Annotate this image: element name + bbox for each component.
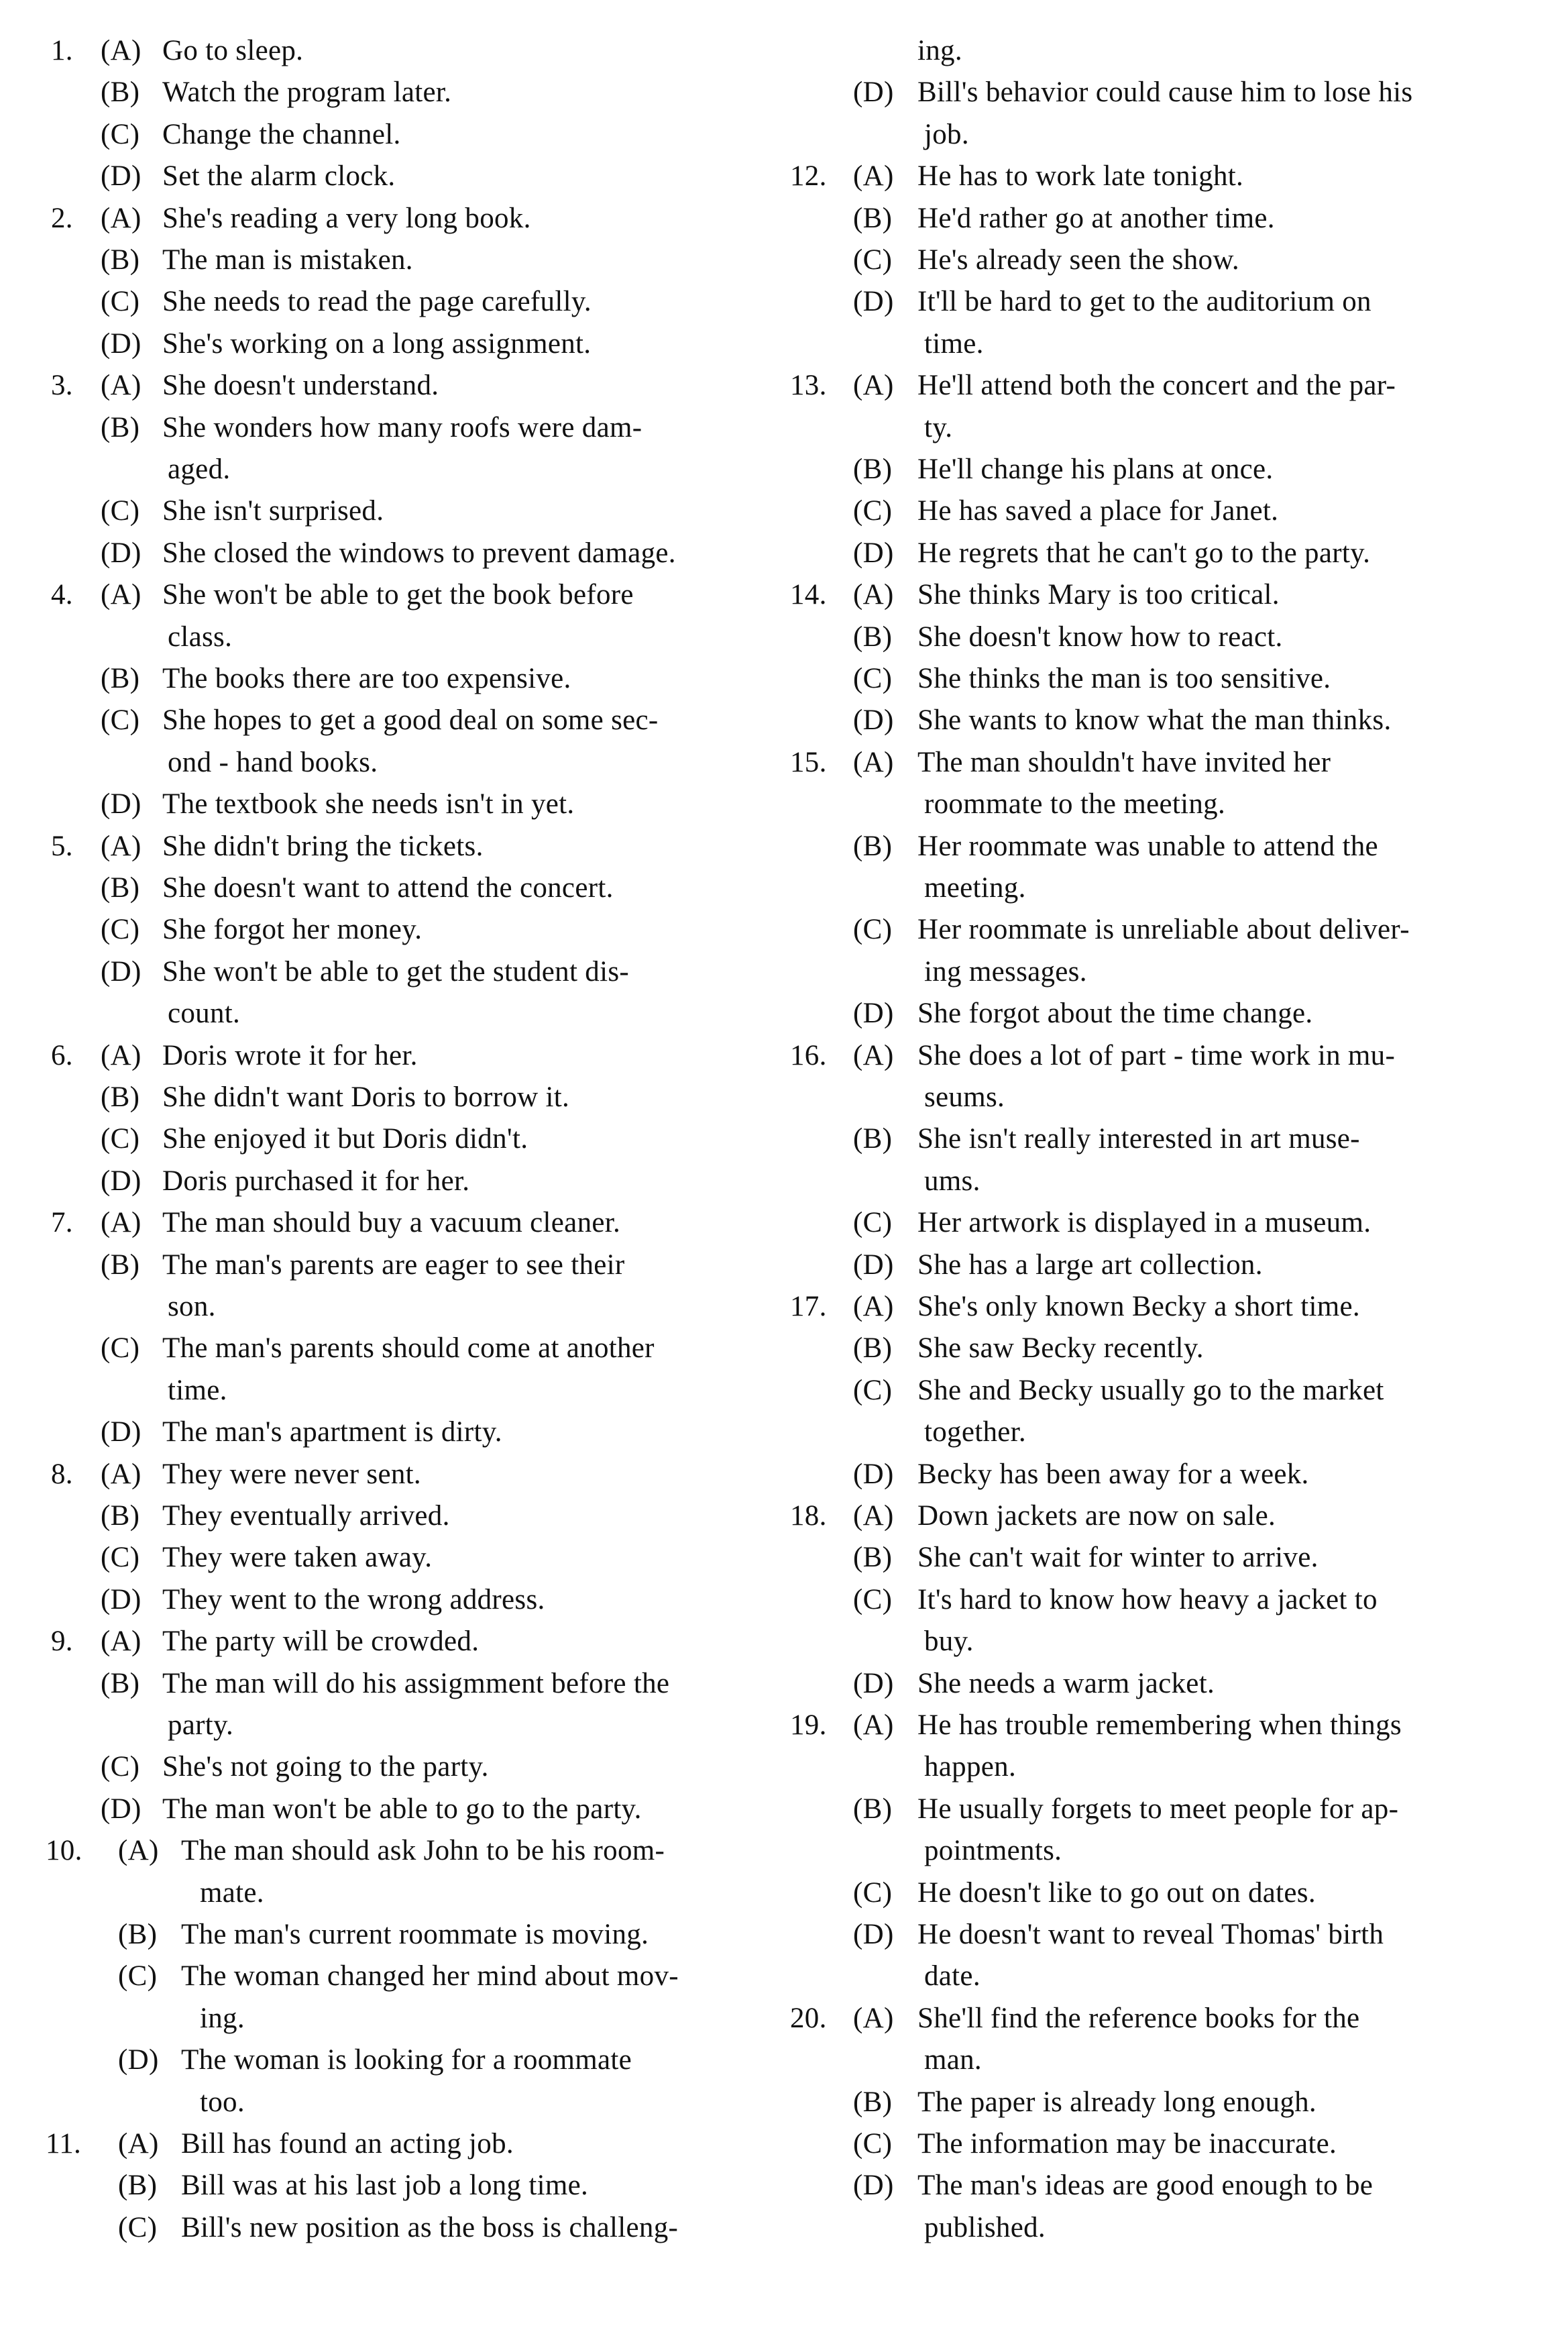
option-text: He's already seen the show. xyxy=(917,244,1239,276)
option-text: The man shouldn't have invited her xyxy=(917,746,1331,778)
question-number: 8. xyxy=(51,1458,73,1490)
option-text: The party will be crowded. xyxy=(162,1626,480,1658)
option-label: (C) xyxy=(853,2128,893,2160)
question-number: 3. xyxy=(51,370,73,402)
option-label: (C) xyxy=(101,495,140,527)
option-text-cont: son. xyxy=(168,1291,216,1322)
option-label: (C) xyxy=(101,1542,140,1574)
option-text: The man's parents should come at another xyxy=(162,1332,655,1365)
option-label: (C) xyxy=(853,1374,893,1406)
option-label: (C) xyxy=(101,704,140,737)
option-text-cont: date. xyxy=(924,1960,981,1992)
question-number: 11. xyxy=(46,2128,82,2160)
option-label: (A) xyxy=(101,202,142,234)
option-label: (C) xyxy=(853,1876,893,1909)
option-label: (B) xyxy=(118,2170,158,2202)
option-text: Bill has found an acting job. xyxy=(181,2128,514,2160)
option-text: He usually forgets to meet people for ap- xyxy=(917,1793,1399,1825)
option-text: He doesn't like to go out on dates. xyxy=(917,1876,1316,1909)
option-label: (A) xyxy=(853,370,894,402)
question-number: 18. xyxy=(790,1500,827,1532)
option-label: (A) xyxy=(101,1626,142,1658)
option-label: (A) xyxy=(853,1291,894,1322)
option-text: The paper is already long enough. xyxy=(917,2086,1317,2118)
option-text: She saw Becky recently. xyxy=(917,1332,1204,1365)
option-label: (B) xyxy=(853,202,893,234)
option-text: She needs a warm jacket. xyxy=(917,1667,1215,1699)
option-text-cont: job. xyxy=(924,118,969,150)
option-label: (A) xyxy=(101,1458,142,1490)
option-label: (D) xyxy=(101,537,142,569)
option-label: (A) xyxy=(853,1039,894,1071)
option-label: (A) xyxy=(853,2002,894,2034)
option-text: Set the alarm clock. xyxy=(162,160,396,193)
option-text-cont: published. xyxy=(924,2211,1046,2243)
question-number: 17. xyxy=(790,1291,827,1322)
option-label: (D) xyxy=(853,286,894,318)
question-number: 19. xyxy=(790,1709,827,1741)
option-label: (D) xyxy=(853,704,894,737)
option-label: (D) xyxy=(853,1667,894,1699)
option-label: (D) xyxy=(101,1416,142,1448)
option-text-cont: ing. xyxy=(200,2002,245,2034)
option-label: (D) xyxy=(853,1458,894,1490)
option-text: She didn't bring the tickets. xyxy=(162,830,484,862)
option-label: (D) xyxy=(853,2170,894,2202)
option-label: (C) xyxy=(853,244,893,276)
option-text: Watch the program later. xyxy=(162,76,452,109)
option-text: She needs to read the page carefully. xyxy=(162,286,592,318)
option-label: (B) xyxy=(101,1667,140,1699)
option-text: She didn't want Doris to borrow it. xyxy=(162,1081,570,1113)
option-label: (B) xyxy=(101,244,140,276)
option-text: The man's parents are eager to see their xyxy=(162,1248,625,1281)
question-number: 2. xyxy=(51,202,73,234)
option-text: The man's ideas are good enough to be xyxy=(917,2170,1374,2202)
option-text: The man should ask John to be his room- xyxy=(181,1835,665,1867)
option-text: The man should buy a vacuum cleaner. xyxy=(162,1207,621,1239)
option-text: She thinks Mary is too critical. xyxy=(917,579,1280,611)
option-text: The information may be inaccurate. xyxy=(917,2128,1337,2160)
option-text: She and Becky usually go to the market xyxy=(917,1374,1384,1406)
question-number: 15. xyxy=(790,746,827,778)
option-label: (C) xyxy=(118,1960,158,1992)
option-text-cont: meeting. xyxy=(924,872,1026,904)
option-text: Her roommate is unreliable about deliver- xyxy=(917,914,1410,946)
option-label: (A) xyxy=(853,160,894,193)
option-label: (C) xyxy=(118,2211,158,2243)
option-text-cont: ond - hand books. xyxy=(168,746,378,778)
option-label: (D) xyxy=(853,1248,894,1281)
option-label: (B) xyxy=(101,872,140,904)
option-text: He'll attend both the concert and the par- xyxy=(917,370,1396,402)
option-label: (D) xyxy=(853,1919,894,1950)
option-text: She has a large art collection. xyxy=(917,1248,1263,1281)
option-label: (D) xyxy=(101,955,142,988)
option-label: (B) xyxy=(101,76,140,109)
option-text-cont: pointments. xyxy=(924,1835,1062,1867)
option-label: (A) xyxy=(101,35,142,66)
question-number: 4. xyxy=(51,579,73,611)
question-number: 16. xyxy=(790,1039,827,1071)
option-text: The man won't be able to go to the party. xyxy=(162,1793,642,1825)
option-label: (B) xyxy=(101,663,140,694)
option-label: (A) xyxy=(101,1039,142,1071)
question-number: 5. xyxy=(51,830,73,862)
option-label: (A) xyxy=(118,2128,159,2160)
option-label: (C) xyxy=(853,1207,893,1239)
option-label: (D) xyxy=(101,1583,142,1615)
option-text: He regrets that he can't go to the party. xyxy=(917,537,1371,569)
option-label: (A) xyxy=(101,370,142,402)
option-text: Go to sleep. xyxy=(162,35,304,66)
option-label: (C) xyxy=(853,663,893,694)
option-text: The woman changed her mind about mov- xyxy=(181,1960,679,1992)
option-text: He has saved a place for Janet. xyxy=(917,495,1279,527)
option-label: (A) xyxy=(853,1500,894,1532)
option-label: (D) xyxy=(101,327,142,360)
option-label: (D) xyxy=(853,998,894,1030)
option-text: She doesn't know how to react. xyxy=(917,621,1283,653)
option-label: (A) xyxy=(101,830,142,862)
option-text: She forgot about the time change. xyxy=(917,998,1313,1030)
option-text-cont: count. xyxy=(168,998,241,1030)
option-label: (C) xyxy=(101,1751,140,1783)
option-text: Change the channel. xyxy=(162,118,401,150)
option-text-cont: seums. xyxy=(924,1081,1005,1113)
right-column xyxy=(784,0,1568,2340)
option-label: (D) xyxy=(853,537,894,569)
option-text: He doesn't want to reveal Thomas' birth xyxy=(917,1919,1384,1950)
option-text: They went to the wrong address. xyxy=(162,1583,545,1615)
option-label: (B) xyxy=(853,830,893,862)
option-text: She's working on a long assignment. xyxy=(162,327,592,360)
option-label: (B) xyxy=(101,411,140,443)
option-label: (B) xyxy=(101,1500,140,1532)
option-label: (B) xyxy=(853,1793,893,1825)
option-text: She enjoyed it but Doris didn't. xyxy=(162,1123,528,1155)
option-label: (A) xyxy=(853,579,894,611)
option-text-cont: time. xyxy=(924,327,984,360)
question-number: 7. xyxy=(51,1207,73,1239)
option-text-cont: too. xyxy=(200,2086,245,2118)
option-label: (C) xyxy=(853,914,893,946)
option-text-cont: ing messages. xyxy=(924,955,1087,988)
option-text: She forgot her money. xyxy=(162,914,423,946)
option-text: The woman is looking for a roommate xyxy=(181,2044,632,2076)
question-number: 10. xyxy=(46,1835,82,1867)
option-text: Doris purchased it for her. xyxy=(162,1165,470,1197)
option-label: (D) xyxy=(118,2044,159,2076)
option-label: (D) xyxy=(101,788,142,820)
option-text-cont: time. xyxy=(168,1374,227,1406)
option-label: (A) xyxy=(853,1709,894,1741)
option-text: She wonders how many roofs were dam- xyxy=(162,411,642,443)
option-label: (C) xyxy=(101,1123,140,1155)
option-text: They eventually arrived. xyxy=(162,1500,450,1532)
option-label: (C) xyxy=(101,118,140,150)
option-text: The man's apartment is dirty. xyxy=(162,1416,502,1448)
option-label: (C) xyxy=(853,495,893,527)
option-text: She hopes to get a good deal on some sec- xyxy=(162,704,659,737)
option-text-cont: happen. xyxy=(924,1751,1017,1783)
option-text: She's only known Becky a short time. xyxy=(917,1291,1360,1322)
option-text-cont: man. xyxy=(924,2044,982,2076)
option-text: The textbook she needs isn't in yet. xyxy=(162,788,575,820)
option-text-cont: ty. xyxy=(924,411,953,443)
option-text: She does a lot of part - time work in mu- xyxy=(917,1039,1396,1071)
option-label: (B) xyxy=(853,1542,893,1574)
option-text: She's reading a very long book. xyxy=(162,202,531,234)
option-text: She doesn't understand. xyxy=(162,370,439,402)
option-text: The man's current roommate is moving. xyxy=(181,1919,649,1950)
option-text-cont: aged. xyxy=(168,454,231,485)
option-label: (A) xyxy=(118,1835,159,1867)
option-text: She won't be able to get the student dis- xyxy=(162,955,629,988)
question-number: 14. xyxy=(790,579,827,611)
option-text: He has trouble remembering when things xyxy=(917,1709,1402,1741)
option-label: (C) xyxy=(101,286,140,318)
option-text-cont: buy. xyxy=(924,1626,974,1658)
option-text: Becky has been away for a week. xyxy=(917,1458,1309,1490)
option-label: (A) xyxy=(101,579,142,611)
option-label: (C) xyxy=(101,914,140,946)
option-text: He has to work late tonight. xyxy=(917,160,1244,193)
option-text: The man will do his assigmment before the xyxy=(162,1667,670,1699)
option-text: She doesn't want to attend the concert. xyxy=(162,872,614,904)
option-text: Bill was at his last job a long time. xyxy=(181,2170,589,2202)
option-label: (C) xyxy=(853,1583,893,1615)
option-text-cont: party. xyxy=(168,1709,234,1741)
option-text: Down jackets are now on sale. xyxy=(917,1500,1276,1532)
option-text: She isn't really interested in art muse- xyxy=(917,1123,1360,1155)
option-text: Doris wrote it for her. xyxy=(162,1039,418,1071)
option-label: (D) xyxy=(101,160,142,193)
option-label: (B) xyxy=(101,1248,140,1281)
option-text: She won't be able to get the book before xyxy=(162,579,634,611)
option-text: The man is mistaken. xyxy=(162,244,413,276)
option-text: The books there are too expensive. xyxy=(162,663,571,694)
option-text: They were taken away. xyxy=(162,1542,433,1574)
option-text: He'd rather go at another time. xyxy=(917,202,1275,234)
option-label: (B) xyxy=(118,1919,158,1950)
option-text: She wants to know what the man thinks. xyxy=(917,704,1392,737)
option-label: (B) xyxy=(853,621,893,653)
option-label: (D) xyxy=(101,1793,142,1825)
option-text: Bill's behavior could cause him to lose his xyxy=(917,76,1413,109)
option-text: Her roommate was unable to attend the xyxy=(917,830,1378,862)
option-label: (D) xyxy=(101,1165,142,1197)
option-label: (B) xyxy=(853,1123,893,1155)
option-text-cont: class. xyxy=(168,621,233,653)
option-text: She isn't surprised. xyxy=(162,495,384,527)
option-label: (B) xyxy=(853,1332,893,1365)
option-text: She's not going to the party. xyxy=(162,1751,489,1783)
option-label: (B) xyxy=(853,2086,893,2118)
option-text-cont: mate. xyxy=(200,1876,264,1909)
option-label: (A) xyxy=(853,746,894,778)
option-text: It'll be hard to get to the auditorium on xyxy=(917,286,1371,318)
option-label: (B) xyxy=(101,1081,140,1113)
option-text: Her artwork is displayed in a museum. xyxy=(917,1207,1371,1239)
option-text: Bill's new position as the boss is challeng- xyxy=(181,2211,679,2243)
option-text-cont: roommate to the meeting. xyxy=(924,788,1226,820)
question-number: 20. xyxy=(790,2002,827,2034)
option-label: (B) xyxy=(853,454,893,485)
option-text: They were never sent. xyxy=(162,1458,421,1490)
question-number: 9. xyxy=(51,1626,73,1658)
option-text: She closed the windows to prevent damage. xyxy=(162,537,676,569)
option-label: (C) xyxy=(101,1332,140,1365)
option-text: It's hard to know how heavy a jacket to xyxy=(917,1583,1378,1615)
question-number: 1. xyxy=(51,35,73,66)
question-number: 13. xyxy=(790,370,827,402)
option-label: (A) xyxy=(101,1207,142,1239)
question-number: 6. xyxy=(51,1039,73,1071)
question-number: 12. xyxy=(790,160,827,193)
option-label: (D) xyxy=(853,76,894,109)
option-text: She'll find the reference books for the xyxy=(917,2002,1360,2034)
option-text: He'll change his plans at once. xyxy=(917,454,1274,485)
option-text-cont: ums. xyxy=(924,1165,981,1197)
option-text: She thinks the man is too sensitive. xyxy=(917,663,1331,694)
option-text-cont: ing. xyxy=(917,35,962,66)
option-text-cont: together. xyxy=(924,1416,1026,1448)
option-text: She can't wait for winter to arrive. xyxy=(917,1542,1319,1574)
